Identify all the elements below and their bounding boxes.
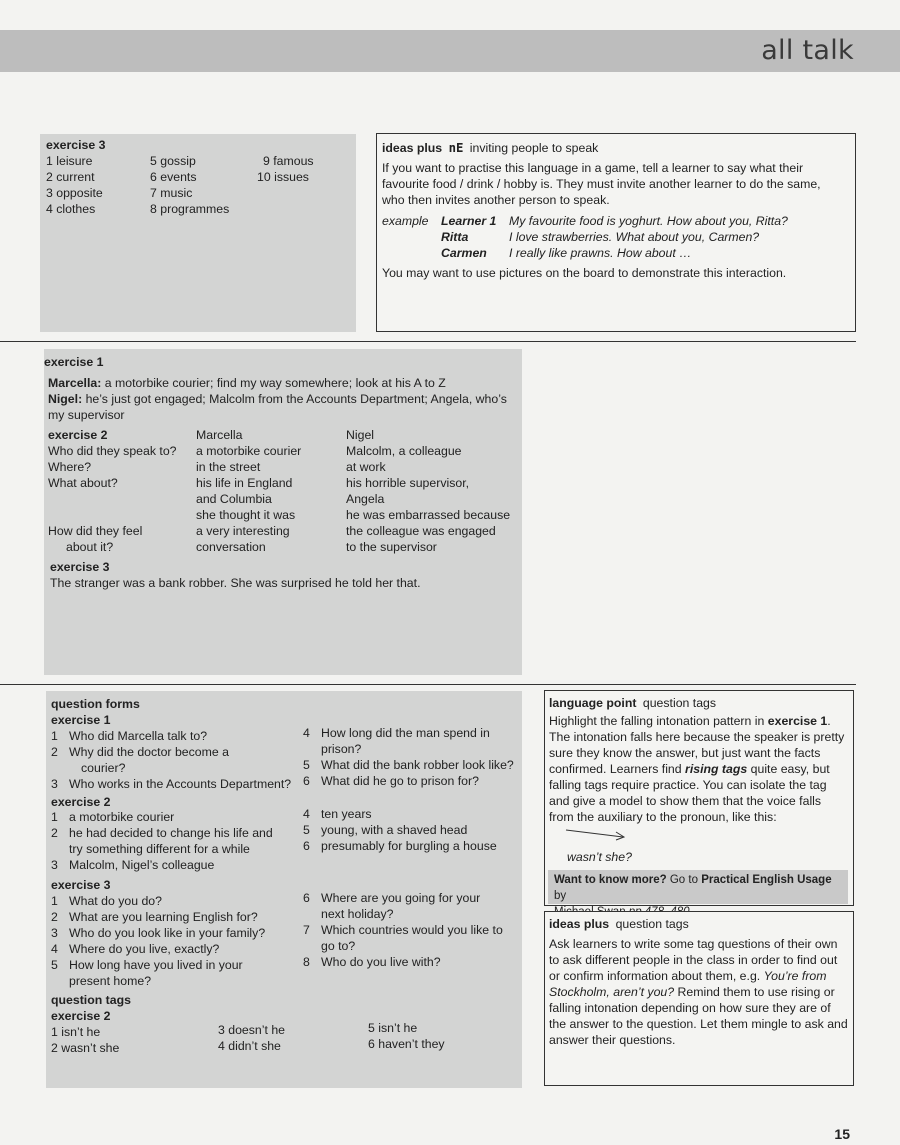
question-tags-title: question tags <box>51 993 131 1007</box>
list-item: try something different for a while <box>69 842 250 856</box>
list-item: 2 current <box>46 170 95 184</box>
list-item: 1 What do you do? <box>51 894 162 908</box>
list-item: 4 ten years <box>303 807 372 821</box>
section-divider <box>0 341 856 342</box>
list-item: 4 didn’t she <box>218 1039 281 1053</box>
table-cell <box>48 507 177 523</box>
table-cell: a very interesting <box>196 524 290 538</box>
qt-col1 <box>51 1024 119 1056</box>
ideas-heading: inviting people to speak <box>469 141 599 155</box>
table-cell: Who did they speak to? <box>48 444 177 458</box>
lp-label: language point <box>549 696 637 710</box>
list-item: go to? <box>321 939 356 953</box>
list-item: 3 Who works in the Accounts Department? <box>51 777 292 791</box>
list-item: 4 clothes <box>46 202 96 216</box>
ex2-col3 <box>346 427 510 555</box>
list-item: 10 issues <box>257 170 309 184</box>
ex1-title: exercise 1 <box>44 355 104 369</box>
table-cell: How did they feel <box>48 524 143 538</box>
list-item: next holiday? <box>321 907 394 921</box>
list-item: prison? <box>321 742 362 756</box>
list-item: 5 gossip <box>150 154 196 168</box>
list-item: 5 How long have you lived in your <box>51 958 243 972</box>
table-cell: in the street <box>196 460 261 474</box>
qt-col2 <box>218 1022 285 1054</box>
reference-note: Want to know more? Go to Practical English Usage by <box>548 870 848 904</box>
speaker: Ritta <box>441 230 469 244</box>
ex2-col2 <box>196 427 301 555</box>
list-item: 7 music <box>150 186 193 200</box>
ne-logo-icon: nE <box>448 141 464 155</box>
list-item: 8 Who do you live with? <box>303 955 441 969</box>
list-item: 4 How long did the man spend in <box>303 726 490 740</box>
page-number: 15 <box>834 1126 850 1142</box>
table-cell: the colleague was engaged <box>346 524 496 538</box>
lp-body: Highlight the falling intonation pattern in exercise 1. The intonation falls here because the speaker is pretty sure they know the answer, but just want the facts confirmed. Learners find rising tags quite easy, but falling tags require practice. You can isolate the tag and give a model to show them that the voice falls from the auxiliary to the pronoun, like this: <box>549 714 845 824</box>
question-forms-title: question forms <box>51 697 140 711</box>
nigel-text: he’s just got engaged; Malcolm from the Accounts Department; Angela, who’s <box>85 392 507 406</box>
ex3-title-2: exercise 3 <box>50 560 110 574</box>
table-cell <box>48 491 177 507</box>
list-item: 3 opposite <box>46 186 103 200</box>
list-item: courier? <box>81 761 126 775</box>
marcella-text: a motorbike courier; find my way somewhere; look at his A to Z <box>104 376 446 390</box>
list-item: 3 Malcolm, Nigel’s colleague <box>51 858 215 872</box>
table-cell: and Columbia <box>196 492 272 506</box>
ideas-heading-line <box>382 140 598 156</box>
table-cell: a motorbike courier <box>196 444 302 458</box>
table-header: Nigel <box>346 428 375 442</box>
section-divider <box>0 684 856 685</box>
ex3-title: exercise 3 <box>46 138 106 152</box>
ex2-col1 <box>48 443 177 555</box>
nigel-line <box>48 391 507 407</box>
qf-ex2-right <box>303 806 497 854</box>
list-item: 2 he had decided to change his life and <box>51 826 273 840</box>
qf-ex2-title: exercise 2 <box>51 795 111 809</box>
qt-col3 <box>368 1020 445 1052</box>
table-cell: she thought it was <box>196 508 296 522</box>
nigel-line-2: my supervisor <box>48 408 125 422</box>
ideas-footer: You may want to use pictures on the board to demonstrate this interaction. <box>382 266 787 280</box>
ex3-col3 <box>257 153 314 185</box>
list-item: 2 wasn’t she <box>51 1041 120 1055</box>
dialogue-line <box>441 245 788 261</box>
list-item: 2 Why did the doctor become a <box>51 745 229 759</box>
table-cell: his life in England <box>196 476 293 490</box>
qf-ex1-title: exercise 1 <box>51 713 111 727</box>
ideas2-body: Ask learners to write some tag questions of their own to ask different people in the class in order to find out or confirm information about them, e.g. You’re from Stockholm, aren’t you? Remind them to use rising or falling intonation depending on how sure they are of the answer to the question. Let them mingle to ask and answer their questions. <box>549 937 848 1047</box>
dialogue-line <box>441 229 788 245</box>
qf-ex1-left <box>51 728 291 792</box>
list-item: 9 famous <box>263 154 314 168</box>
nigel-label: Nigel: <box>48 392 83 406</box>
qf-ex3-right <box>303 890 503 970</box>
list-item: 1 a motorbike courier <box>51 810 175 824</box>
list-item: 3 doesn’t he <box>218 1023 286 1037</box>
list-item: 1 isn’t he <box>51 1025 101 1039</box>
table-cell: conversation <box>196 540 266 554</box>
ideas-label: ideas plus <box>382 141 443 155</box>
dialogue-line <box>441 213 788 229</box>
utterance: I love strawberries. What about you, Carmen? <box>509 230 760 244</box>
qf-ex2-left <box>51 809 273 873</box>
utterance: I really like prawns. How about … <box>509 246 692 260</box>
ex3-answer: The stranger was a bank robber. She was surprised he told her that. <box>50 576 421 590</box>
page-title: all talk <box>761 35 854 66</box>
table-cell: Angela <box>346 492 385 506</box>
marcella-label: Marcella: <box>48 376 102 390</box>
table-cell: Where? <box>48 460 92 474</box>
table-cell: What about? <box>48 476 118 490</box>
ideas2-label: ideas plus <box>549 917 610 931</box>
ex2-title: exercise 2 <box>48 428 108 442</box>
lp-heading: question tags <box>642 696 717 710</box>
lp-heading-line <box>549 695 716 711</box>
list-item: 5 young, with a shaved head <box>303 823 468 837</box>
list-item: 4 Where do you live, exactly? <box>51 942 220 956</box>
example-label: example <box>382 214 429 228</box>
example-dialogue <box>441 213 788 261</box>
ideas2-heading-line <box>549 916 689 932</box>
table-cell: to the supervisor <box>346 540 437 554</box>
table-cell: about it? <box>66 540 114 554</box>
qf-ex1-right <box>303 725 514 789</box>
marcella-line <box>48 375 446 391</box>
ex3-col1 <box>46 153 103 217</box>
qt-ex2-title: exercise 2 <box>51 1009 111 1023</box>
ideas2-heading: question tags <box>615 917 689 931</box>
qf-ex3-title: exercise 3 <box>51 878 111 892</box>
list-item: 6 presumably for burgling a house <box>303 839 497 853</box>
header-bar <box>0 30 900 72</box>
list-item: 7 Which countries would you like to <box>303 923 503 937</box>
utterance: My favourite food is yoghurt. How about you, Ritta? <box>509 214 788 228</box>
table-cell: he was embarrassed because <box>346 508 511 522</box>
list-item: 6 haven’t they <box>368 1037 445 1051</box>
list-item: 1 Who did Marcella talk to? <box>51 729 208 743</box>
table-cell: his horrible supervisor, <box>346 476 470 490</box>
list-item: 6 Where are you going for your <box>303 891 481 905</box>
ideas-plus-box-2 <box>544 911 854 1086</box>
list-item: 8 programmes <box>150 202 230 216</box>
speaker: Learner 1 <box>441 214 497 228</box>
ex3-col2 <box>150 153 229 217</box>
list-item: 3 Who do you look like in your family? <box>51 926 266 940</box>
ideas-body: If you want to practise this language in a game, tell a learner to say what their favourite food / drink / hobby is. They must invite another learner to do the same, who then invites another person to speak. <box>382 161 821 207</box>
speaker: Carmen <box>441 246 487 260</box>
table-header: Marcella <box>196 428 243 442</box>
falling-arrow-icon <box>565 827 629 843</box>
table-cell: Malcolm, a colleague <box>346 444 462 458</box>
list-item: 6 events <box>150 170 197 184</box>
ideas-plus-box <box>376 133 856 332</box>
lp-example: wasn’t she? <box>567 850 632 864</box>
list-item: 2 What are you learning English for? <box>51 910 258 924</box>
list-item: present home? <box>69 974 152 988</box>
list-item: 5 What did the bank robber look like? <box>303 758 514 772</box>
list-item: 6 What did he go to prison for? <box>303 774 479 788</box>
list-item: 1 leisure <box>46 154 93 168</box>
table-cell: at work <box>346 460 386 474</box>
list-item: 5 isn’t he <box>368 1021 418 1035</box>
qf-ex3-left <box>51 893 265 989</box>
